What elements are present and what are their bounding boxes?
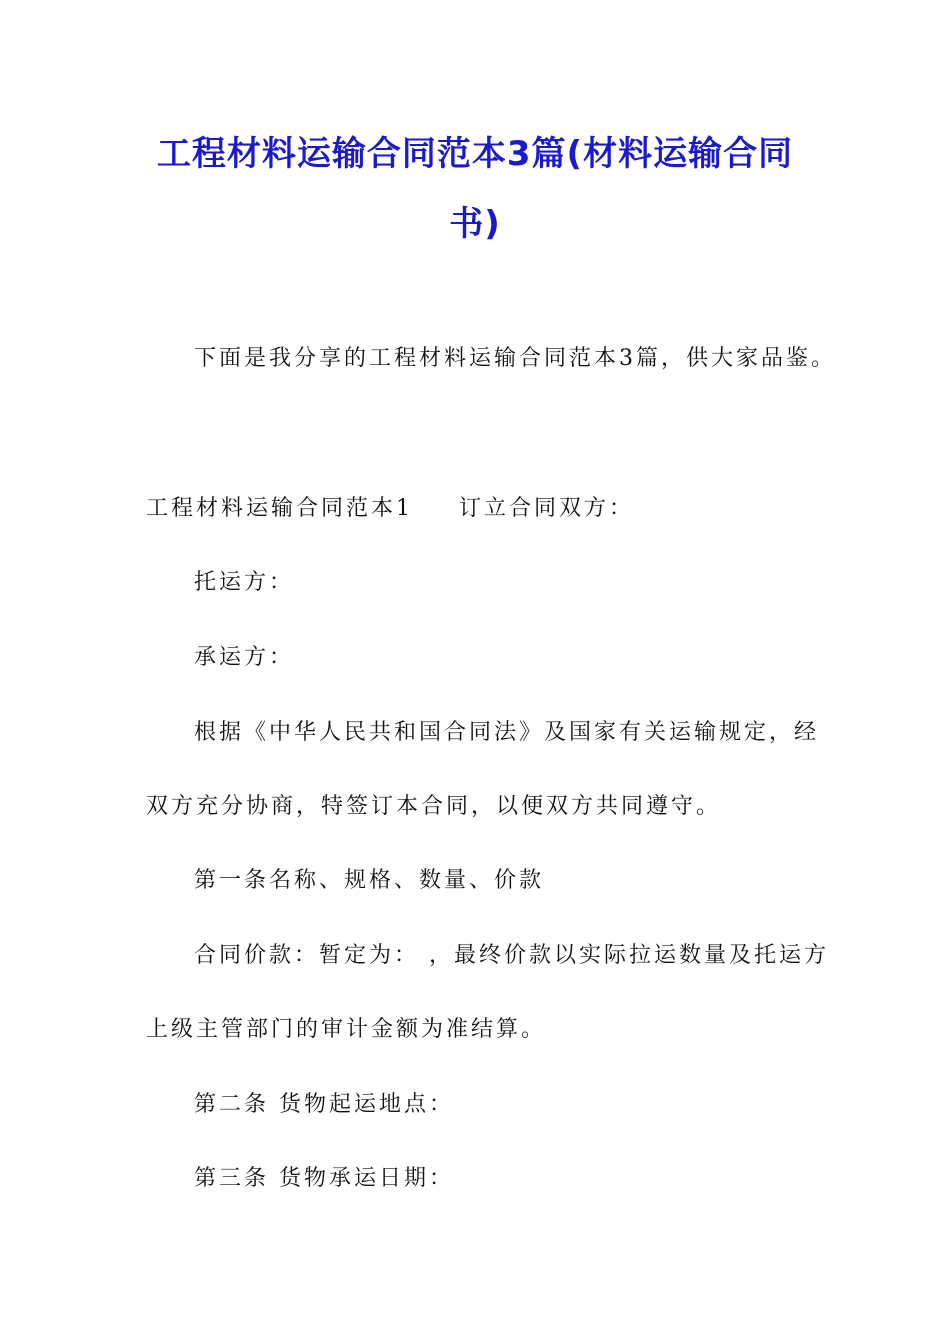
price-paragraph-line-1: 合同价款：暂定为： ，最终价款以实际拉运数量及托运方 [194,943,829,968]
article-1-heading: 第一条名称、规格、数量、价款 [194,868,545,893]
article-3-heading: 第三条 货物承运日期： [194,1166,454,1191]
article-2-heading: 第二条 货物起运地点： [194,1092,454,1117]
intro-paragraph: 下面是我分享的工程材料运输合同范本3篇，供大家品鉴。 [194,346,836,371]
price-paragraph-line-2: 上级主管部门的审计金额为准结算。 [146,1017,547,1042]
basis-paragraph-line-2: 双方充分协商，特签订本合同，以便双方共同遵守。 [146,794,722,819]
carrier-field: 承运方： [194,645,295,670]
document-title-line-2: 书) [449,204,501,244]
document-title-line-1: 工程材料运输合同范本3篇(材料运输合同 [156,134,794,174]
section-1-heading-line [146,494,634,524]
basis-paragraph-line-1: 根据《中华人民共和国合同法》及国家有关运输规定，经 [194,720,820,745]
parties-label: 订立合同双方： [459,496,635,521]
shipper-field: 托运方： [194,570,295,595]
section-1-heading: 工程材料运输合同范本1 [146,496,413,521]
